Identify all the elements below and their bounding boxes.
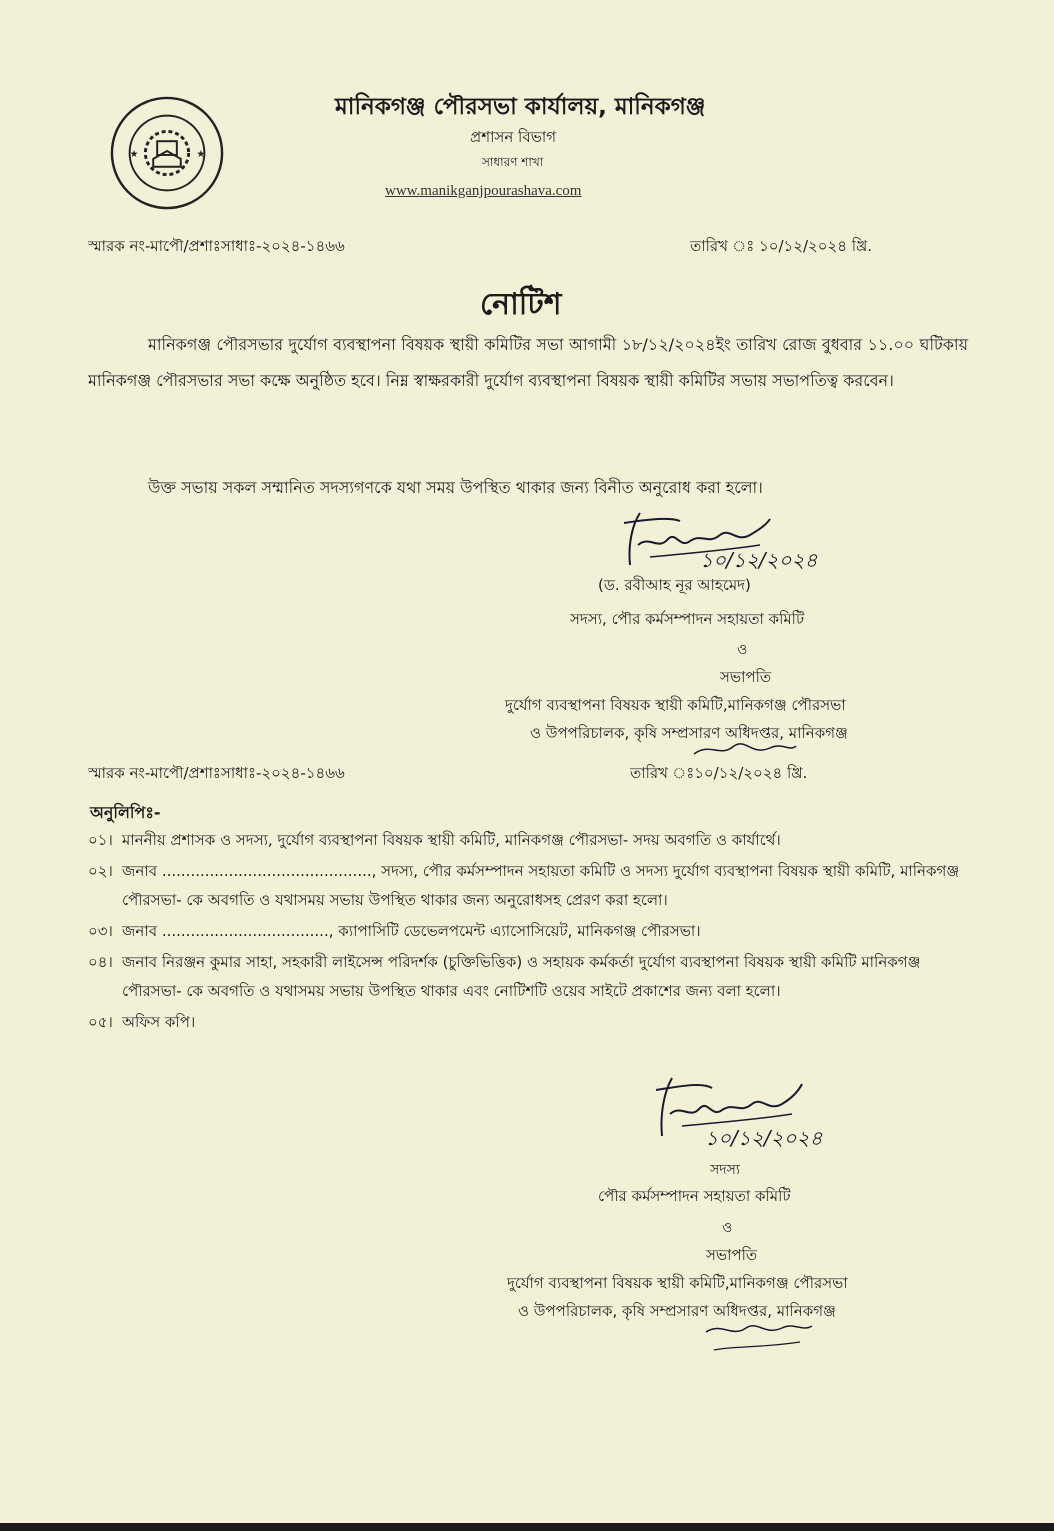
- signatory-role-3: দুর্যোগ ব্যবস্থাপনা বিষয়ক স্থায়ী কমিটি,মানিকগঞ্জ পৌরসভা: [505, 696, 846, 714]
- signature-2-date: ১০/১২/২০২৪: [705, 1126, 823, 1150]
- signatory-role-2: সভাপতি: [720, 668, 772, 686]
- scan-edge: [0, 1523, 1054, 1531]
- list-item: [88, 826, 968, 855]
- signatory-and: ও: [737, 642, 748, 658]
- copies-title: অনুলিপিঃ-: [90, 803, 161, 822]
- list-item-number: ০৫।: [88, 1013, 113, 1031]
- signatory-role-1: সদস্য, পৌর কর্মসম্পাদন সহায়তা কমিটি: [570, 610, 805, 628]
- branch-name: সাধারণ শাখা: [482, 155, 544, 169]
- svg-text:★: ★: [129, 148, 139, 160]
- memo-date: তারিখ ঃ ১০/১২/২০২৪ খ্রি.: [690, 237, 873, 255]
- list-item-text: মাননীয় প্রশাসক ও সদস্য, দুর্যোগ ব্যবস্থাপনা বিষয়ক স্থায়ী কমিটি, মানিকগঞ্জ পৌরসভা- সদয় অবগতি ও কার্যার্থে।: [122, 831, 781, 849]
- notice-paragraph-1: মানিকগঞ্জ পৌরসভার দুর্যোগ ব্যবস্থাপনা বিষয়ক স্থায়ী কমিটির সভা আগামী ১৮/১২/২০২৪ইং তারিখ রোজ বুধবার ১১.০০ ঘটিকায় মানিকগঞ্জ পৌরসভার সভা কক্ষে অনুষ্ঠিত হবে। নিম্ন স্বাক্ষরকারী দুর্যোগ ব্যবস্থাপনা বিষয়ক স্থায়ী কমিটির সভায় সভাপতিত্ব করবেন।: [88, 335, 968, 390]
- list-item-text: জনাব ............................................, সদস্য, পৌর কর্মসম্পাদন সহায়তা কমিটি ও সদস্য দুর্যোগ ব্যবস্থাপনা বিষয়ক স্থায়ী কমিটি, মানিকগঞ্জ পৌরসভা- কে অবগতি ও যথাসময় সভায় উপস্থিত থাকার জন্য অনুরোধসহ প্রেরণ করা হলো।: [122, 862, 960, 909]
- list-item-number: ০১।: [88, 831, 113, 849]
- signatory-name: (ড. রবীআহ নূর আহমেদ): [598, 576, 751, 594]
- list-item-number: ০৩।: [88, 922, 113, 940]
- list-item: [88, 917, 968, 946]
- municipality-seal-icon: [108, 94, 226, 212]
- list-item-number: ০২।: [88, 862, 113, 880]
- svg-text:★: ★: [196, 148, 206, 160]
- list-item: [88, 948, 968, 1006]
- signatory-and: ও: [722, 1220, 733, 1236]
- list-item-text: জনাব ..................................., ক্যাপাসিটি ডেভেলপমেন্ট এ্যাসোসিয়েট, মানিকগঞ্জ পৌরসভা।: [122, 922, 701, 940]
- signatory-role-1: পৌর কর্মসম্পাদন সহায়তা কমিটি: [598, 1187, 791, 1205]
- signatory-member: সদস্য: [710, 1162, 740, 1178]
- notice-title: নোটিশ: [480, 287, 562, 322]
- copies-list: [88, 826, 968, 1039]
- notice-paragraph-2: উক্ত সভায় সকল সম্মানিত সদস্যগণকে যথা সময় উপস্থিত থাকার জন্য বিনীত অনুরোধ করা হলো।: [148, 478, 763, 497]
- memo-number-2: স্মারক নং-মাপৌ/প্রশাঃসাধাঃ-২০২৪-১৪৬৬: [88, 764, 345, 782]
- list-item-number: ০৪।: [88, 953, 113, 971]
- initial-scribble-2: [700, 1318, 820, 1358]
- list-item: [88, 857, 968, 915]
- list-item: [88, 1008, 968, 1037]
- signatory-role-4: ও উপপরিচালক, কৃষি সম্প্রসারণ অধিদপ্তর, মানিকগঞ্জ: [518, 1302, 836, 1320]
- list-item-text: অফিস কপি।: [122, 1013, 196, 1031]
- memo-date-2: তারিখ ঃ১০/১২/২০২৪ খ্রি.: [630, 764, 808, 782]
- department-name: প্রশাসন বিভাগ: [470, 128, 557, 146]
- signatory-role-2: সভাপতি: [706, 1246, 758, 1264]
- organization-name: মানিকগঞ্জ পৌরসভা কার্যালয়, মানিকগঞ্জ: [335, 94, 706, 120]
- initial-scribble-1: [690, 736, 800, 762]
- signature-1-date: ১০/১২/২০২৪: [700, 548, 818, 572]
- website-link[interactable]: www.manikganjpourashava.com: [385, 183, 582, 199]
- signatory-role-3: দুর্যোগ ব্যবস্থাপনা বিষয়ক স্থায়ী কমিটি,মানিকগঞ্জ পৌরসভা: [507, 1274, 848, 1292]
- signatory-role-4: ও উপপরিচালক, কৃষি সম্প্রসারণ অধিদপ্তর, মানিকগঞ্জ: [530, 724, 848, 742]
- list-item-text: জনাব নিরঞ্জন কুমার সাহা, সহকারী লাইসেন্স পরিদর্শক (চুক্তিভিত্তিক) ও সহায়ক কর্মকর্তা দুর্যোগ ব্যবস্থাপনা বিষয়ক স্থায়ী কমিটি মানিকগঞ্জ পৌরসভা- কে অবগতি ও যথাসময় সভায় উপস্থিত থাকার এবং নোটিশটি ওয়েব সাইটে প্রকাশের জন্য বলা হলো।: [122, 953, 921, 1000]
- memo-number: স্মারক নং-মাপৌ/প্রশাঃসাধাঃ-২০২৪-১৪৬৬: [88, 237, 345, 255]
